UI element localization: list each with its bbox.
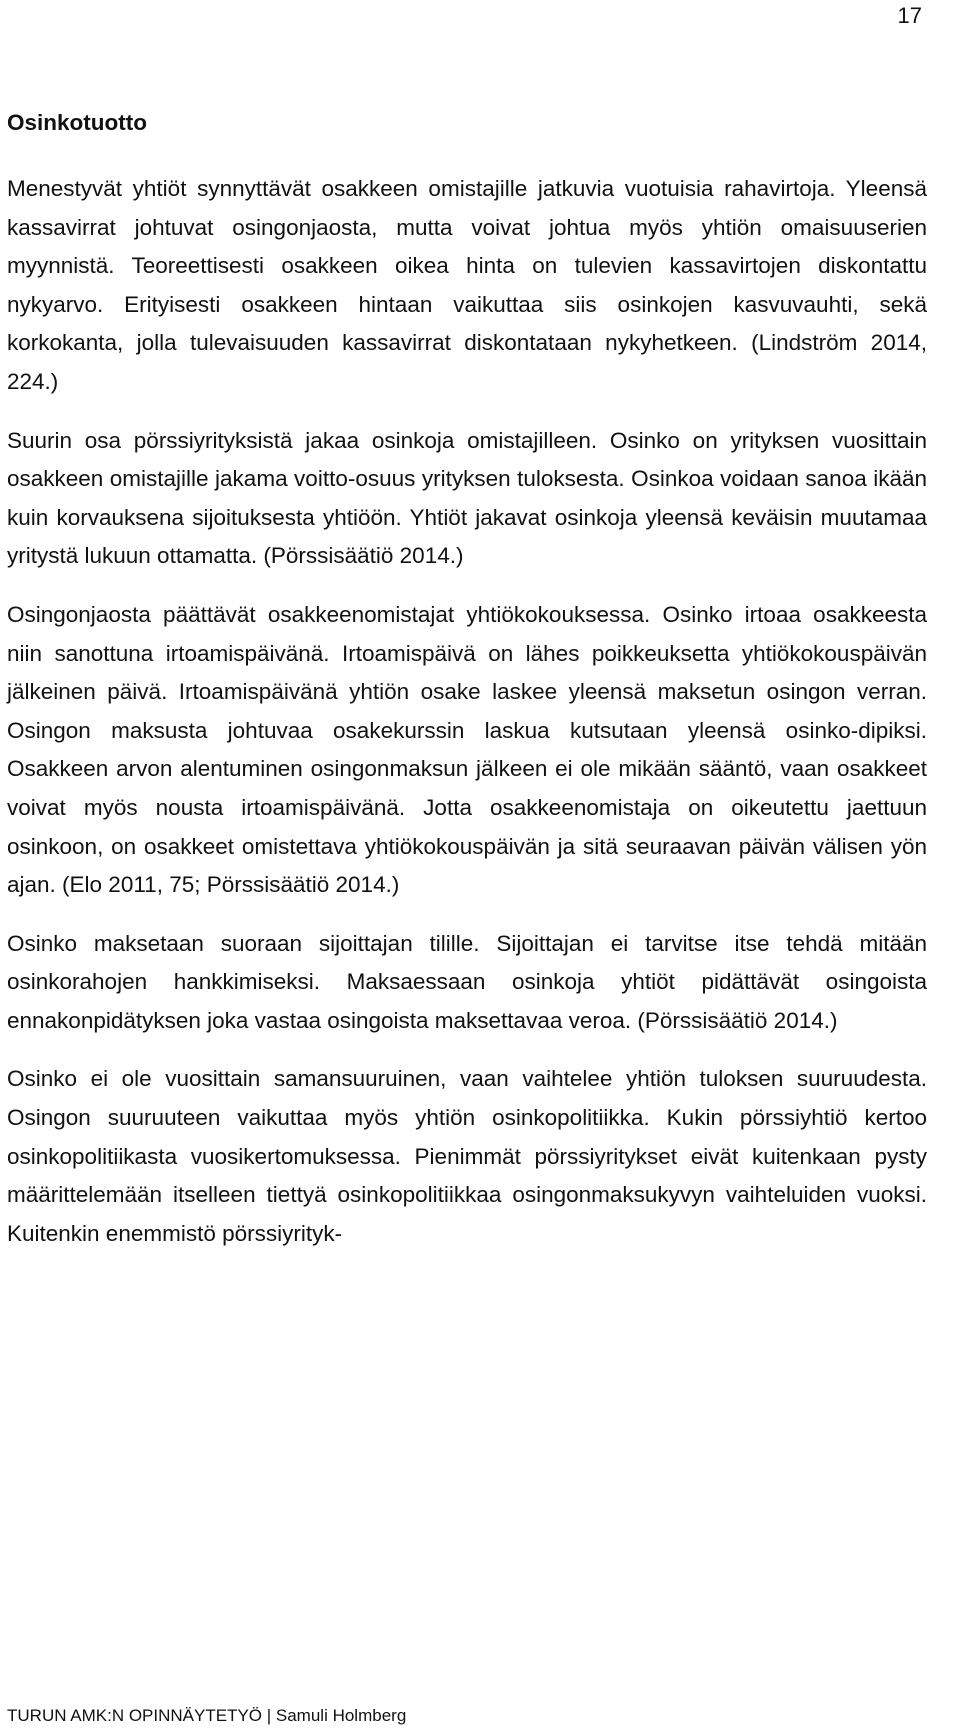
paragraph-4: Osinko maksetaan suoraan sijoittajan tilille. Sijoittajan ei tarvitse itse tehdä mitään osinkorahojen hankkimiseksi. Maksaessaan osinkoja yhtiöt pidättävät osingoista ennakonpidätyksen joka vastaa osingoista maksettavaa veroa. (Pörssisäätiö 2014.) bbox=[7, 930, 927, 1033]
page-footer: TURUN AMK:N OPINNÄYTETYÖ | Samuli Holmberg bbox=[7, 1706, 407, 1725]
paragraph-5: Osinko ei ole vuosittain samansuuruinen, vaan vaihtelee yhtiön tuloksen suuruudesta. Osingon suuruuteen vaikuttaa myös yhtiön osinkopolitiikka. Kukin pörssiyhtiö kertoo osinkopolitiikasta vuosikertomuksessa. Pienimmät pörssiyritykset eivät kuitenkaan pysty määrittelemään itselleen tiettyä osinkopolitiikkaa osingonmaksukyvyn vaihteluiden vuoksi. Kuitenkin enemmistö pörssiyrityk- bbox=[7, 1066, 927, 1246]
paragraph-3: Osingonjaosta päättävät osakkeenomistajat yhtiökokouksessa. Osinko irtoaa osakkeesta niin sanottuna irtoamispäivänä. Irtoamispäivä on lähes poikkeuksetta yhtiökokouspäivän jälkeinen päivä. Irtoamispäivänä yhtiön osake laskee yleensä maksetun osingon verran. Osingon maksusta johtuvaa osakekurssin laskua kutsutaan yleensä osinko-dipiksi. Osakkeen arvon alentuminen osingonmaksun jälkeen ei ole mikään sääntö, vaan osakkeet voivat myös nousta irtoamispäivänä. Jotta osakkeenomistaja on oikeutettu jaettuun osinkoon, on osakkeet omistettava yhtiökokouspäivän ja sitä seuraavan päivän välisen yön ajan. (Elo 2011, 75; Pörssisäätiö 2014.) bbox=[7, 601, 927, 898]
document-body bbox=[7, 104, 927, 1273]
page-number: 17 bbox=[897, 3, 922, 28]
paragraph-2: Suurin osa pörssiyrityksistä jakaa osinkoja omistajilleen. Osinko on yrityksen vuosittain osakkeen omistajille jakama voitto-osuus yrityksen tuloksesta. Osinkoa voidaan sanoa ikään kuin korvauksena sijoituksesta yhtiöön. Yhtiöt jakavat osinkoja yleensä keväisin muutamaa yritystä lukuun ottamatta. (Pörssisäätiö 2014.) bbox=[7, 427, 927, 569]
paragraph-1: Menestyvät yhtiöt synnyttävät osakkeen omistajille jatkuvia vuotuisia rahavirtoja. Yleensä kassavirrat johtuvat osingonjaosta, mutta voivat johtua myös yhtiön omaisuuserien myynnistä. Teoreettisesti osakkeen oikea hinta on tulevien kassavirtojen diskontattu nykyarvo. Erityisesti osakkeen hintaan vaikuttaa siis osinkojen kasvuvauhti, sekä korkokanta, jolla tulevaisuuden kassavirrat diskontataan nykyhetkeen. (Lindström 2014, 224.) bbox=[7, 176, 927, 394]
section-title: Osinkotuotto bbox=[7, 110, 147, 135]
